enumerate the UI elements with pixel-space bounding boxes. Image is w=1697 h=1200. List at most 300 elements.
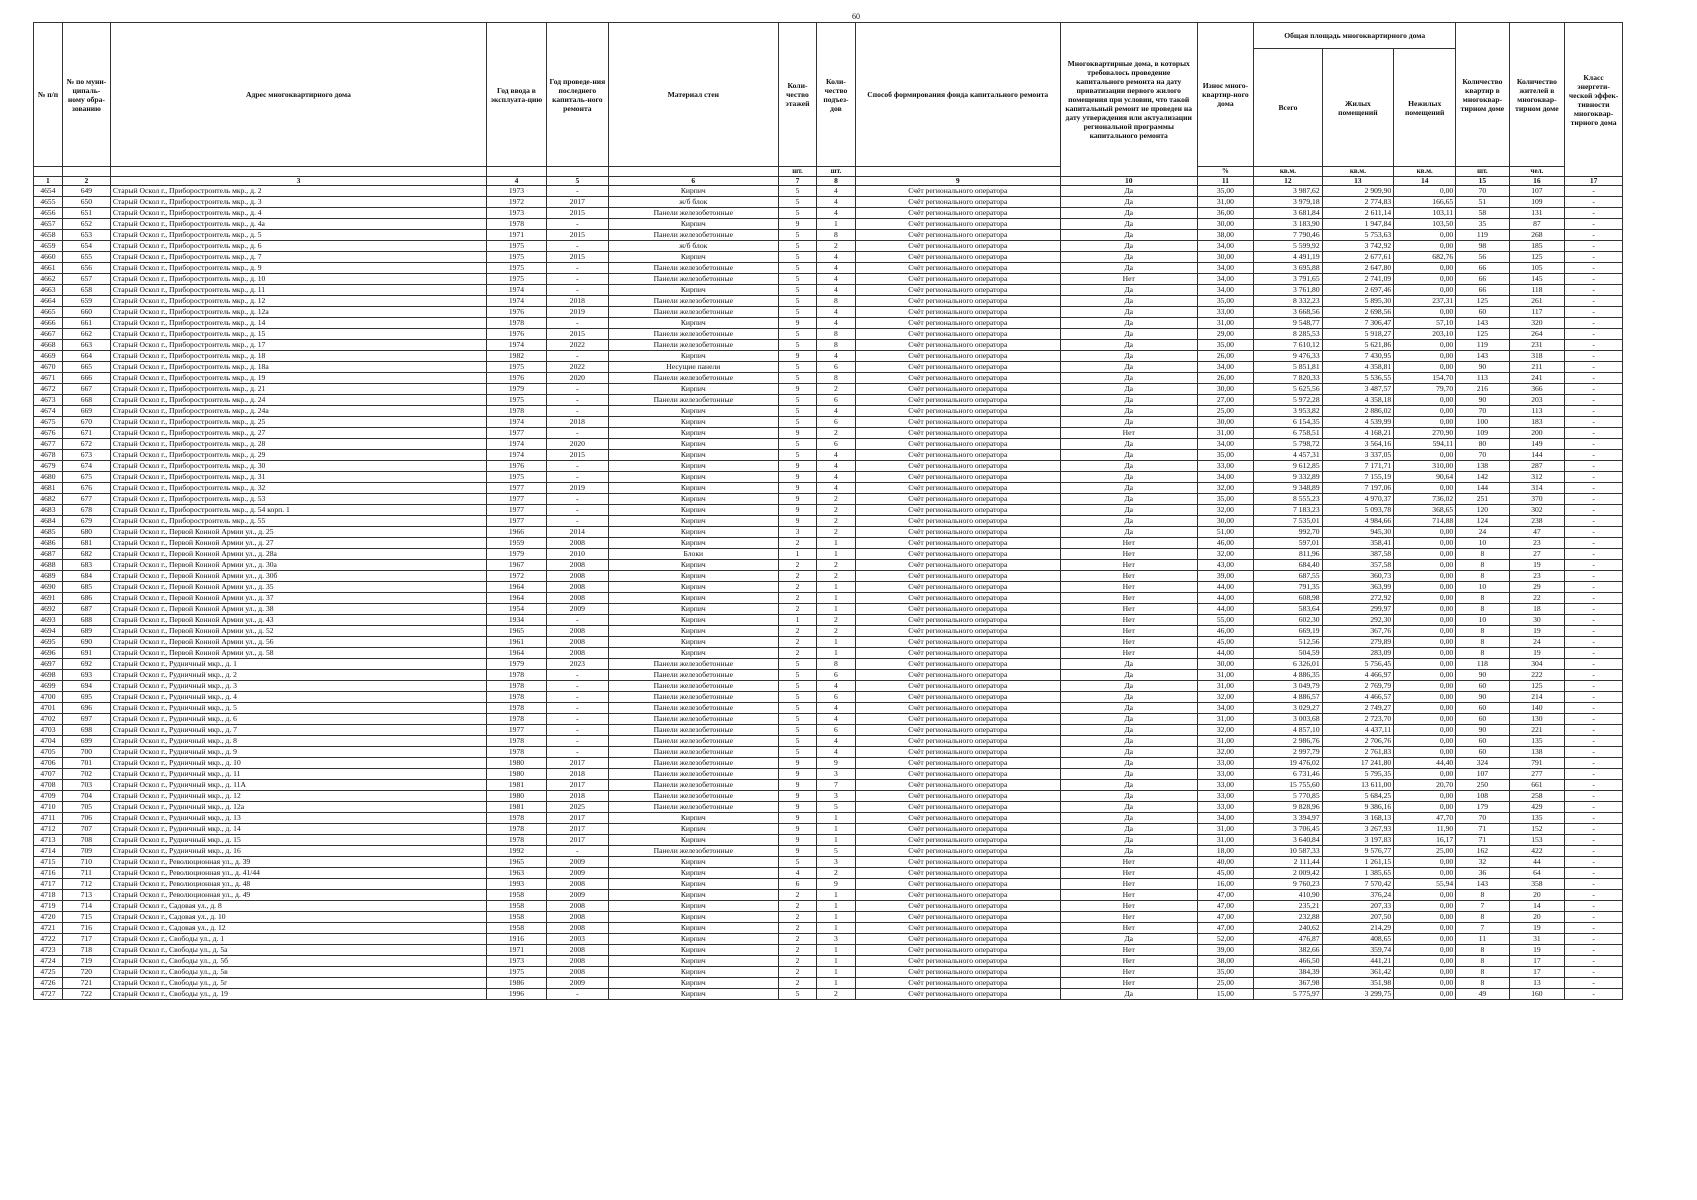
- row-address: Старый Оскол г., Рудничный мкр., д. 5: [110, 703, 486, 714]
- row-area-living: 5 918,27: [1322, 329, 1394, 340]
- row-wall-material: Кирпич: [608, 813, 778, 824]
- row-repair-needed: Нет: [1060, 923, 1197, 934]
- row-fund-method: Счёт регионального оператора: [855, 945, 1060, 956]
- row-residents: 258: [1509, 791, 1565, 802]
- row-fund-method: Счёт регионального оператора: [855, 318, 1060, 329]
- row-area-nonliving: 0,00: [1394, 912, 1456, 923]
- row-floors: 9: [778, 824, 816, 835]
- row-area-living: 4 970,37: [1322, 494, 1394, 505]
- row-area-total: 3 979,18: [1254, 197, 1322, 208]
- row-wall-material: Кирпич: [608, 648, 778, 659]
- row-area-nonliving: 0,00: [1394, 989, 1456, 1000]
- row-area-living: 2 611,14: [1322, 208, 1394, 219]
- row-floors: 9: [778, 835, 816, 846]
- row-area-living: 7 306,47: [1322, 318, 1394, 329]
- column-number: 10: [1060, 177, 1197, 186]
- row-apartments: 8: [1456, 560, 1509, 571]
- row-area-total: 602,30: [1254, 615, 1322, 626]
- row-fund-method: Счёт регионального оператора: [855, 483, 1060, 494]
- col-header-entrances: Коли-чество подъез-дов: [817, 23, 855, 167]
- row-area-total: 3 640,84: [1254, 835, 1322, 846]
- row-area-total: 2 111,44: [1254, 857, 1322, 868]
- row-apartments: 66: [1456, 285, 1509, 296]
- row-apartments: 35: [1456, 219, 1509, 230]
- row-area-total: 7 820,33: [1254, 373, 1322, 384]
- row-year-built: 1954: [487, 604, 547, 615]
- row-entrances: 4: [817, 461, 855, 472]
- row-energy-class: -: [1565, 362, 1623, 373]
- row-idx: 4676: [34, 428, 63, 439]
- row-area-living: 272,92: [1322, 593, 1394, 604]
- row-wall-material: Панели железобетонные: [608, 791, 778, 802]
- row-area-total: 9 332,89: [1254, 472, 1322, 483]
- row-fund-method: Счёт регионального оператора: [855, 989, 1060, 1000]
- row-year-built: 1958: [487, 912, 547, 923]
- row-area-nonliving: 154,70: [1394, 373, 1456, 384]
- row-muni-no: 670: [62, 417, 110, 428]
- row-area-living: 351,98: [1322, 978, 1394, 989]
- row-wall-material: Кирпич: [608, 527, 778, 538]
- row-year-built: 1934: [487, 615, 547, 626]
- row-year-built: 1964: [487, 648, 547, 659]
- row-year-built: 1993: [487, 879, 547, 890]
- row-energy-class: -: [1565, 340, 1623, 351]
- row-muni-no: 663: [62, 340, 110, 351]
- row-area-nonliving: 0,00: [1394, 263, 1456, 274]
- row-fund-method: Счёт регионального оператора: [855, 978, 1060, 989]
- row-fund-method: Счёт регионального оператора: [855, 923, 1060, 934]
- row-idx: 4719: [34, 901, 63, 912]
- row-wall-material: ж/б блок: [608, 197, 778, 208]
- row-year-built: 1974: [487, 417, 547, 428]
- row-idx: 4678: [34, 450, 63, 461]
- row-year-built: 1975: [487, 252, 547, 263]
- row-year-repair: -: [546, 494, 608, 505]
- row-year-repair: -: [546, 428, 608, 439]
- row-wall-material: Панели железобетонные: [608, 714, 778, 725]
- row-area-living: 4 437,11: [1322, 725, 1394, 736]
- row-muni-no: 661: [62, 318, 110, 329]
- row-residents: 320: [1509, 318, 1565, 329]
- row-fund-method: Счёт регионального оператора: [855, 263, 1060, 274]
- table-row: [34, 329, 1623, 340]
- row-residents: 185: [1509, 241, 1565, 252]
- row-area-living: 7 197,06: [1322, 483, 1394, 494]
- row-energy-class: -: [1565, 351, 1623, 362]
- row-area-nonliving: 0,00: [1394, 648, 1456, 659]
- row-area-living: 2 774,83: [1322, 197, 1394, 208]
- row-year-repair: 2008: [546, 626, 608, 637]
- row-fund-method: Счёт регионального оператора: [855, 714, 1060, 725]
- table-row: [34, 340, 1623, 351]
- row-year-repair: 2008: [546, 912, 608, 923]
- row-residents: 19: [1509, 626, 1565, 637]
- row-year-repair: 2009: [546, 857, 608, 868]
- row-area-nonliving: 0,00: [1394, 659, 1456, 670]
- row-residents: 130: [1509, 714, 1565, 725]
- row-floors: 2: [778, 923, 816, 934]
- row-apartments: 60: [1456, 307, 1509, 318]
- row-residents: 277: [1509, 769, 1565, 780]
- row-apartments: 7: [1456, 923, 1509, 934]
- row-idx: 4701: [34, 703, 63, 714]
- table-row: [34, 901, 1623, 912]
- row-wear: 26,00: [1197, 351, 1254, 362]
- row-fund-method: Счёт регионального оператора: [855, 307, 1060, 318]
- row-fund-method: Счёт регионального оператора: [855, 362, 1060, 373]
- row-year-built: 1971: [487, 230, 547, 241]
- row-entrances: 8: [817, 230, 855, 241]
- row-floors: 5: [778, 373, 816, 384]
- row-entrances: 4: [817, 263, 855, 274]
- row-area-total: 9 760,23: [1254, 879, 1322, 890]
- row-wall-material: Кирпич: [608, 835, 778, 846]
- row-apartments: 143: [1456, 318, 1509, 329]
- row-wear: 31,00: [1197, 670, 1254, 681]
- row-energy-class: -: [1565, 824, 1623, 835]
- row-floors: 2: [778, 604, 816, 615]
- row-repair-needed: Нет: [1060, 648, 1197, 659]
- row-area-total: 19 476,02: [1254, 758, 1322, 769]
- row-entrances: 3: [817, 791, 855, 802]
- row-year-repair: -: [546, 714, 608, 725]
- row-wear: 35,00: [1197, 450, 1254, 461]
- table-row: [34, 692, 1623, 703]
- row-entrances: 2: [817, 241, 855, 252]
- row-energy-class: -: [1565, 868, 1623, 879]
- row-fund-method: Счёт регионального оператора: [855, 417, 1060, 428]
- row-entrances: 8: [817, 340, 855, 351]
- row-area-total: 669,19: [1254, 626, 1322, 637]
- table-row: [34, 450, 1623, 461]
- row-year-built: 1980: [487, 769, 547, 780]
- row-entrances: 2: [817, 384, 855, 395]
- row-energy-class: -: [1565, 758, 1623, 769]
- row-year-repair: 2014: [546, 527, 608, 538]
- row-area-living: 9 386,16: [1322, 802, 1394, 813]
- row-idx: 4688: [34, 560, 63, 571]
- row-muni-no: 717: [62, 934, 110, 945]
- column-number: 17: [1565, 177, 1623, 186]
- row-repair-needed: Да: [1060, 252, 1197, 263]
- row-residents: 105: [1509, 263, 1565, 274]
- row-fund-method: Счёт регионального оператора: [855, 186, 1060, 197]
- row-residents: 18: [1509, 604, 1565, 615]
- row-apartments: 60: [1456, 747, 1509, 758]
- row-area-nonliving: 90,64: [1394, 472, 1456, 483]
- row-entrances: 4: [817, 472, 855, 483]
- row-wall-material: Панели железобетонные: [608, 692, 778, 703]
- table-row: [34, 549, 1623, 560]
- row-floors: 5: [778, 714, 816, 725]
- row-wear: 31,00: [1197, 714, 1254, 725]
- table-row: [34, 681, 1623, 692]
- row-year-repair: 2008: [546, 560, 608, 571]
- row-residents: 370: [1509, 494, 1565, 505]
- row-entrances: 2: [817, 516, 855, 527]
- row-muni-no: 679: [62, 516, 110, 527]
- row-repair-needed: Нет: [1060, 428, 1197, 439]
- row-year-built: 1992: [487, 846, 547, 857]
- row-energy-class: -: [1565, 450, 1623, 461]
- row-floors: 4: [778, 868, 816, 879]
- row-idx: 4660: [34, 252, 63, 263]
- row-entrances: 1: [817, 813, 855, 824]
- row-year-repair: 2018: [546, 769, 608, 780]
- col-header-area-nonliving: Нежилых помещений: [1394, 49, 1456, 167]
- row-entrances: 6: [817, 439, 855, 450]
- row-fund-method: Счёт регионального оператора: [855, 615, 1060, 626]
- table-row: [34, 868, 1623, 879]
- row-repair-needed: Да: [1060, 296, 1197, 307]
- row-energy-class: -: [1565, 923, 1623, 934]
- row-year-repair: -: [546, 461, 608, 472]
- row-year-built: 1975: [487, 241, 547, 252]
- row-address: Старый Оскол г., Рудничный мкр., д. 1: [110, 659, 486, 670]
- row-entrances: 8: [817, 329, 855, 340]
- row-apartments: 119: [1456, 230, 1509, 241]
- table-row: [34, 406, 1623, 417]
- row-year-built: 1966: [487, 527, 547, 538]
- row-year-built: 1974: [487, 296, 547, 307]
- row-year-built: 1964: [487, 582, 547, 593]
- row-muni-no: 668: [62, 395, 110, 406]
- row-muni-no: 685: [62, 582, 110, 593]
- row-area-living: 7 570,42: [1322, 879, 1394, 890]
- row-floors: 9: [778, 494, 816, 505]
- row-wear: 34,00: [1197, 263, 1254, 274]
- row-residents: 19: [1509, 560, 1565, 571]
- row-repair-needed: Да: [1060, 197, 1197, 208]
- row-area-total: 687,55: [1254, 571, 1322, 582]
- row-area-total: 235,21: [1254, 901, 1322, 912]
- row-energy-class: -: [1565, 527, 1623, 538]
- row-repair-needed: Нет: [1060, 593, 1197, 604]
- row-energy-class: -: [1565, 769, 1623, 780]
- row-repair-needed: Да: [1060, 406, 1197, 417]
- row-idx: 4705: [34, 747, 63, 758]
- row-year-built: 1979: [487, 659, 547, 670]
- row-entrances: 4: [817, 736, 855, 747]
- row-idx: 4669: [34, 351, 63, 362]
- row-muni-no: 680: [62, 527, 110, 538]
- row-address: Старый Оскол г., Первой Конной Армии ул., д. 27: [110, 538, 486, 549]
- row-wall-material: Кирпич: [608, 923, 778, 934]
- row-wear: 44,00: [1197, 648, 1254, 659]
- row-area-nonliving: 0,00: [1394, 802, 1456, 813]
- table-row: [34, 703, 1623, 714]
- row-floors: 5: [778, 329, 816, 340]
- row-address: Старый Оскол г., Приборостроитель мкр., д. 12а: [110, 307, 486, 318]
- row-residents: 264: [1509, 329, 1565, 340]
- row-year-built: 1977: [487, 516, 547, 527]
- row-energy-class: -: [1565, 373, 1623, 384]
- row-year-built: 1978: [487, 703, 547, 714]
- row-floors: 1: [778, 615, 816, 626]
- row-entrances: 4: [817, 274, 855, 285]
- row-entrances: 4: [817, 483, 855, 494]
- row-energy-class: -: [1565, 428, 1623, 439]
- row-wear: 33,00: [1197, 802, 1254, 813]
- row-energy-class: -: [1565, 901, 1623, 912]
- row-area-nonliving: 594,11: [1394, 439, 1456, 450]
- row-wear: 30,00: [1197, 252, 1254, 263]
- row-muni-no: 688: [62, 615, 110, 626]
- row-address: Старый Оскол г., Революционная ул., д. 39: [110, 857, 486, 868]
- row-year-repair: 2008: [546, 923, 608, 934]
- row-energy-class: -: [1565, 329, 1623, 340]
- row-apartments: 124: [1456, 516, 1509, 527]
- row-apartments: 8: [1456, 604, 1509, 615]
- row-address: Старый Оскол г., Первой Конной Армии ул., д. 30б: [110, 571, 486, 582]
- row-residents: 125: [1509, 252, 1565, 263]
- row-floors: 5: [778, 417, 816, 428]
- row-muni-no: 691: [62, 648, 110, 659]
- row-wall-material: Кирпич: [608, 956, 778, 967]
- row-repair-needed: Да: [1060, 241, 1197, 252]
- table-row: [34, 593, 1623, 604]
- row-address: Старый Оскол г., Приборостроитель мкр., д. 9: [110, 263, 486, 274]
- row-repair-needed: Нет: [1060, 945, 1197, 956]
- row-area-living: 5 536,55: [1322, 373, 1394, 384]
- row-address: Старый Оскол г., Рудничный мкр., д. 9: [110, 747, 486, 758]
- row-year-built: 1975: [487, 967, 547, 978]
- row-address: Старый Оскол г., Свободы ул., д. 1: [110, 934, 486, 945]
- row-floors: 9: [778, 483, 816, 494]
- table-row: [34, 725, 1623, 736]
- row-wear: 31,00: [1197, 681, 1254, 692]
- row-floors: 9: [778, 813, 816, 824]
- row-year-built: 1980: [487, 791, 547, 802]
- row-area-nonliving: 0,00: [1394, 923, 1456, 934]
- table-row: [34, 615, 1623, 626]
- row-area-total: 4 886,35: [1254, 670, 1322, 681]
- row-year-repair: -: [546, 406, 608, 417]
- row-wear: 40,00: [1197, 857, 1254, 868]
- column-number: 4: [487, 177, 547, 186]
- row-fund-method: Счёт регионального оператора: [855, 428, 1060, 439]
- row-area-total: 6 326,01: [1254, 659, 1322, 670]
- row-area-total: 9 548,77: [1254, 318, 1322, 329]
- row-entrances: 8: [817, 296, 855, 307]
- row-fund-method: Счёт регионального оператора: [855, 967, 1060, 978]
- row-energy-class: -: [1565, 846, 1623, 857]
- row-address: Старый Оскол г., Приборостроитель мкр., д. 4: [110, 208, 486, 219]
- row-year-built: 1974: [487, 450, 547, 461]
- row-wall-material: Кирпич: [608, 384, 778, 395]
- row-wear: 30,00: [1197, 516, 1254, 527]
- row-year-built: 1977: [487, 428, 547, 439]
- row-floors: 5: [778, 857, 816, 868]
- row-floors: 5: [778, 340, 816, 351]
- row-energy-class: -: [1565, 186, 1623, 197]
- table-row: [34, 461, 1623, 472]
- row-wear: 35,00: [1197, 340, 1254, 351]
- table-row: [34, 527, 1623, 538]
- row-apartments: 108: [1456, 791, 1509, 802]
- row-year-repair: -: [546, 736, 608, 747]
- row-idx: 4659: [34, 241, 63, 252]
- row-floors: 5: [778, 252, 816, 263]
- row-area-nonliving: 310,00: [1394, 461, 1456, 472]
- row-address: Старый Оскол г., Приборостроитель мкр., д. 18: [110, 351, 486, 362]
- row-wall-material: Блоки: [608, 549, 778, 560]
- row-apartments: 100: [1456, 417, 1509, 428]
- row-area-total: 791,35: [1254, 582, 1322, 593]
- row-energy-class: -: [1565, 725, 1623, 736]
- row-fund-method: Счёт регионального оператора: [855, 461, 1060, 472]
- table-row: [34, 351, 1623, 362]
- row-muni-no: 671: [62, 428, 110, 439]
- row-entrances: 1: [817, 912, 855, 923]
- row-fund-method: Счёт регионального оператора: [855, 835, 1060, 846]
- row-floors: 9: [778, 516, 816, 527]
- row-fund-method: Счёт регионального оператора: [855, 516, 1060, 527]
- row-muni-no: 693: [62, 670, 110, 681]
- row-muni-no: 682: [62, 549, 110, 560]
- row-area-living: 363,99: [1322, 582, 1394, 593]
- row-area-living: 358,41: [1322, 538, 1394, 549]
- row-year-repair: 2017: [546, 758, 608, 769]
- row-muni-no: 720: [62, 967, 110, 978]
- row-wall-material: Кирпич: [608, 593, 778, 604]
- row-energy-class: -: [1565, 714, 1623, 725]
- row-fund-method: Счёт регионального оператора: [855, 604, 1060, 615]
- row-repair-needed: Да: [1060, 527, 1197, 538]
- row-address: Старый Оскол г., Приборостроитель мкр., д. 2: [110, 186, 486, 197]
- row-address: Старый Оскол г., Приборостроитель мкр., д. 32: [110, 483, 486, 494]
- row-address: Старый Оскол г., Революционная ул., д. 49: [110, 890, 486, 901]
- row-apartments: 8: [1456, 978, 1509, 989]
- row-address: Старый Оскол г., Первой Конной Армии ул., д. 56: [110, 637, 486, 648]
- row-fund-method: Счёт регионального оператора: [855, 736, 1060, 747]
- row-fund-method: Счёт регионального оператора: [855, 626, 1060, 637]
- row-idx: 4724: [34, 956, 63, 967]
- row-year-repair: -: [546, 516, 608, 527]
- table-row: [34, 824, 1623, 835]
- row-fund-method: Счёт регионального оператора: [855, 725, 1060, 736]
- row-fund-method: Счёт регионального оператора: [855, 329, 1060, 340]
- row-area-total: 10 587,33: [1254, 846, 1322, 857]
- row-area-nonliving: 0,00: [1394, 285, 1456, 296]
- row-muni-no: 657: [62, 274, 110, 285]
- row-repair-needed: Да: [1060, 472, 1197, 483]
- row-area-nonliving: 0,00: [1394, 450, 1456, 461]
- row-residents: 791: [1509, 758, 1565, 769]
- row-entrances: 8: [817, 659, 855, 670]
- row-energy-class: -: [1565, 241, 1623, 252]
- row-address: Старый Оскол г., Первой Конной Армии ул., д. 38: [110, 604, 486, 615]
- row-muni-no: 697: [62, 714, 110, 725]
- row-wear: 33,00: [1197, 461, 1254, 472]
- row-residents: 211: [1509, 362, 1565, 373]
- row-muni-no: 653: [62, 230, 110, 241]
- row-area-living: 207,50: [1322, 912, 1394, 923]
- row-area-total: 2 986,76: [1254, 736, 1322, 747]
- row-area-total: 7 610,12: [1254, 340, 1322, 351]
- row-energy-class: -: [1565, 472, 1623, 483]
- row-entrances: 1: [817, 945, 855, 956]
- row-residents: 23: [1509, 538, 1565, 549]
- row-entrances: 4: [817, 703, 855, 714]
- row-idx: 4681: [34, 483, 63, 494]
- row-energy-class: -: [1565, 318, 1623, 329]
- unit-area-living: кв.м.: [1322, 167, 1394, 177]
- row-year-repair: -: [546, 351, 608, 362]
- row-area-living: 7 430,95: [1322, 351, 1394, 362]
- row-wear: 34,00: [1197, 285, 1254, 296]
- row-year-built: 1981: [487, 802, 547, 813]
